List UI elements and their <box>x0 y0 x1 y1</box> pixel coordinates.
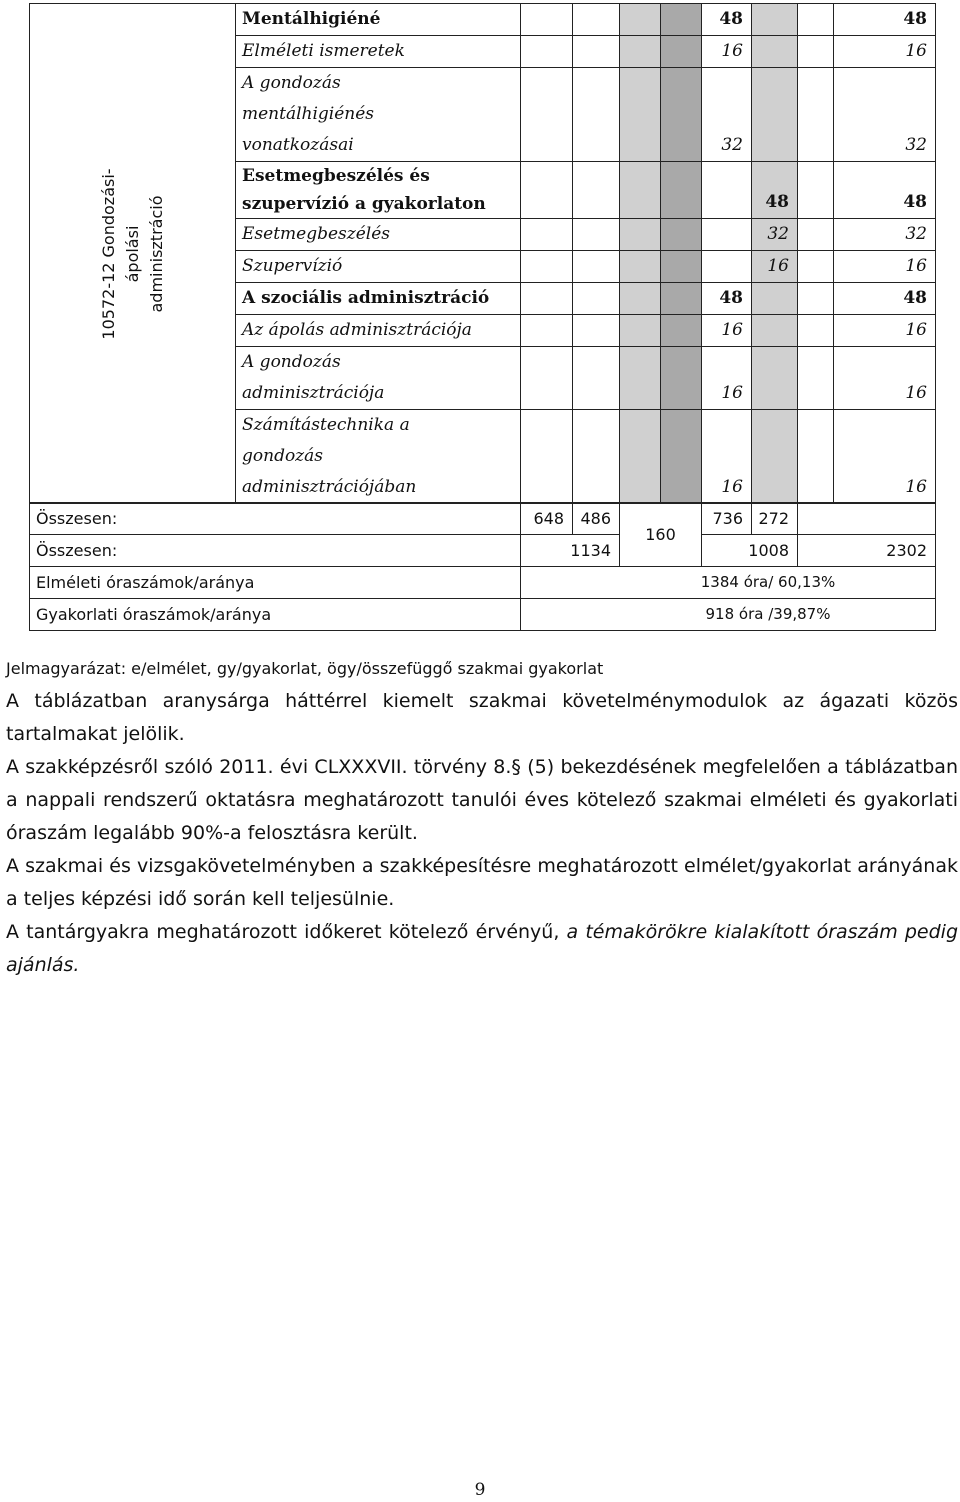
note-paragraph: A táblázatban aranysárga háttérrel kiemelt szakmai követelménymodulok az ágazati közös tartalmakat jelölik. <box>6 690 958 745</box>
empty-cell <box>620 315 661 347</box>
empty-cell <box>573 251 620 283</box>
hours-cell: 16 <box>702 315 752 347</box>
empty-cell <box>620 4 661 36</box>
empty-cell <box>620 68 661 162</box>
empty-cell <box>798 315 834 347</box>
empty-cell <box>573 4 620 36</box>
hours-cell: 32 <box>752 219 798 251</box>
topic-line: A gondozás <box>242 73 341 93</box>
empty-cell <box>798 4 834 36</box>
empty-cell <box>521 162 573 219</box>
grand-total: 2302 <box>798 535 936 567</box>
note-paragraph: A szakmai és vizsgakövetelményben a szakképesítésre meghatározott elmélet/gyakorlat arányának a teljes képzési idő során kell teljesülnie. <box>6 855 958 910</box>
empty-cell <box>798 503 936 535</box>
topic-name: Szupervízió <box>236 251 521 283</box>
legend-text: Jelmagyarázat: e/elmélet, gy/gyakorlat, ögy/összefüggő szakmai gyakorlat <box>6 659 604 678</box>
empty-cell <box>521 283 573 315</box>
notes-section <box>6 655 958 982</box>
empty-cell <box>521 36 573 68</box>
note-paragraph <box>6 916 958 982</box>
empty-cell <box>573 36 620 68</box>
empty-cell <box>573 162 620 219</box>
subject-name <box>236 162 521 219</box>
table-row <box>30 4 936 36</box>
empty-cell <box>661 251 702 283</box>
topic-name <box>236 410 521 504</box>
hours-cell: 48 <box>702 4 752 36</box>
empty-cell <box>661 4 702 36</box>
subject-line: szupervízió a gyakorlaton <box>242 194 486 214</box>
total-cell: 16 <box>834 347 936 410</box>
empty-cell <box>620 410 661 504</box>
empty-cell <box>752 283 798 315</box>
total-cell: 32 <box>834 219 936 251</box>
module-name <box>97 168 169 339</box>
empty-cell <box>620 36 661 68</box>
total-cell: 32 <box>834 68 936 162</box>
empty-cell <box>752 4 798 36</box>
module-name-line: 10572-12 Gondozási- <box>98 167 118 340</box>
empty-cell <box>661 410 702 504</box>
empty-cell <box>521 410 573 504</box>
empty-cell <box>752 68 798 162</box>
empty-cell <box>702 251 752 283</box>
theory-ratio-value: 1384 óra/ 60,13% <box>521 567 936 599</box>
topic-name: Az ápolás adminisztrációja <box>236 315 521 347</box>
page-number: 9 <box>474 1480 486 1500</box>
empty-cell <box>573 68 620 162</box>
empty-cell <box>573 219 620 251</box>
total-cell: 16 <box>834 36 936 68</box>
empty-cell <box>798 410 834 504</box>
empty-cell <box>798 219 834 251</box>
empty-cell <box>573 315 620 347</box>
topic-line: vonatkozásai <box>242 135 354 155</box>
empty-cell <box>521 4 573 36</box>
table-row <box>30 535 936 567</box>
total-cell: 16 <box>834 410 936 504</box>
empty-cell <box>573 347 620 410</box>
empty-cell <box>752 36 798 68</box>
empty-cell <box>798 251 834 283</box>
topic-line: gondozás <box>242 446 323 466</box>
empty-cell <box>521 347 573 410</box>
total-label: Összesen: <box>30 535 521 567</box>
empty-cell <box>661 68 702 162</box>
empty-cell <box>661 219 702 251</box>
empty-cell <box>661 347 702 410</box>
hours-cell: 16 <box>702 36 752 68</box>
module-name-line: adminisztráció <box>146 195 166 312</box>
topic-name <box>236 68 521 162</box>
empty-cell <box>661 315 702 347</box>
topic-line: adminisztrációja <box>242 383 385 403</box>
topic-name: Elméleti ismeretek <box>236 36 521 68</box>
subject-name: A szociális adminisztráció <box>236 283 521 315</box>
topic-line: mentálhigiénés <box>242 104 375 124</box>
topic-line: Számítástechnika a <box>242 415 410 435</box>
empty-cell <box>573 410 620 504</box>
hours-cell: 16 <box>752 251 798 283</box>
module-name-line: ápolási <box>122 225 142 282</box>
practice-ratio-value: 918 óra /39,87% <box>521 599 936 631</box>
empty-cell <box>521 68 573 162</box>
empty-cell <box>661 283 702 315</box>
year-2-total: 1008 <box>702 535 798 567</box>
total-label: Összesen: <box>30 503 521 535</box>
empty-cell <box>798 36 834 68</box>
total-cell: 48 <box>834 4 936 36</box>
empty-cell <box>620 219 661 251</box>
note-text: A tantárgyakra meghatározott időkeret kötelező érvényű, <box>6 921 567 943</box>
table-row <box>30 599 936 631</box>
empty-cell <box>521 219 573 251</box>
subject-line: Esetmegbeszélés és <box>242 166 430 186</box>
module-name-cell <box>30 4 236 504</box>
note-italic-text: a témakörökre kialakított óraszám pedig ajánlás. <box>6 921 959 976</box>
empty-cell <box>521 251 573 283</box>
topic-name: Esetmegbeszélés <box>236 219 521 251</box>
empty-cell <box>620 283 661 315</box>
empty-cell <box>798 283 834 315</box>
empty-cell <box>661 36 702 68</box>
practice-hours-1: 486 <box>573 503 620 535</box>
empty-cell <box>702 219 752 251</box>
theory-hours-1: 648 <box>521 503 573 535</box>
empty-cell <box>573 283 620 315</box>
theory-ratio-label: Elméleti óraszámok/aránya <box>30 567 521 599</box>
total-cell: 48 <box>834 283 936 315</box>
empty-cell <box>752 347 798 410</box>
total-cell: 16 <box>834 251 936 283</box>
year-1-total: 1134 <box>521 535 620 567</box>
empty-cell <box>752 410 798 504</box>
practice-ratio-label: Gyakorlati óraszámok/aránya <box>30 599 521 631</box>
table-row <box>30 567 936 599</box>
note-paragraph: A szakképzésről szóló 2011. évi CLXXXVII. törvény 8.§ (5) bekezdésének megfelelően a táblázatban a nappali rendszerű oktatásra meghatározott tanulói éves kötelező szakmai elméleti és gyakorlati óraszám legalább 90%-a felosztásra került. <box>6 756 958 844</box>
block-practice-hours: 160 <box>620 503 702 567</box>
topic-line: A gondozás <box>242 352 341 372</box>
total-cell: 48 <box>834 162 936 219</box>
theory-hours-2: 736 <box>702 503 752 535</box>
curriculum-table <box>29 3 936 504</box>
empty-cell <box>661 162 702 219</box>
table-row <box>30 503 936 535</box>
empty-cell <box>620 251 661 283</box>
hours-cell: 32 <box>702 68 752 162</box>
practice-hours-2: 272 <box>752 503 798 535</box>
total-cell: 16 <box>834 315 936 347</box>
hours-cell: 16 <box>702 410 752 504</box>
empty-cell <box>521 315 573 347</box>
summary-table <box>29 502 936 631</box>
hours-cell: 16 <box>702 347 752 410</box>
empty-cell <box>798 68 834 162</box>
hours-cell: 48 <box>702 283 752 315</box>
subject-name: Mentálhigiéné <box>236 4 521 36</box>
empty-cell <box>798 162 834 219</box>
empty-cell <box>702 162 752 219</box>
topic-line: adminisztrációjában <box>242 477 417 497</box>
hours-cell: 48 <box>752 162 798 219</box>
empty-cell <box>752 315 798 347</box>
empty-cell <box>620 347 661 410</box>
topic-name <box>236 347 521 410</box>
empty-cell <box>798 347 834 410</box>
empty-cell <box>620 162 661 219</box>
